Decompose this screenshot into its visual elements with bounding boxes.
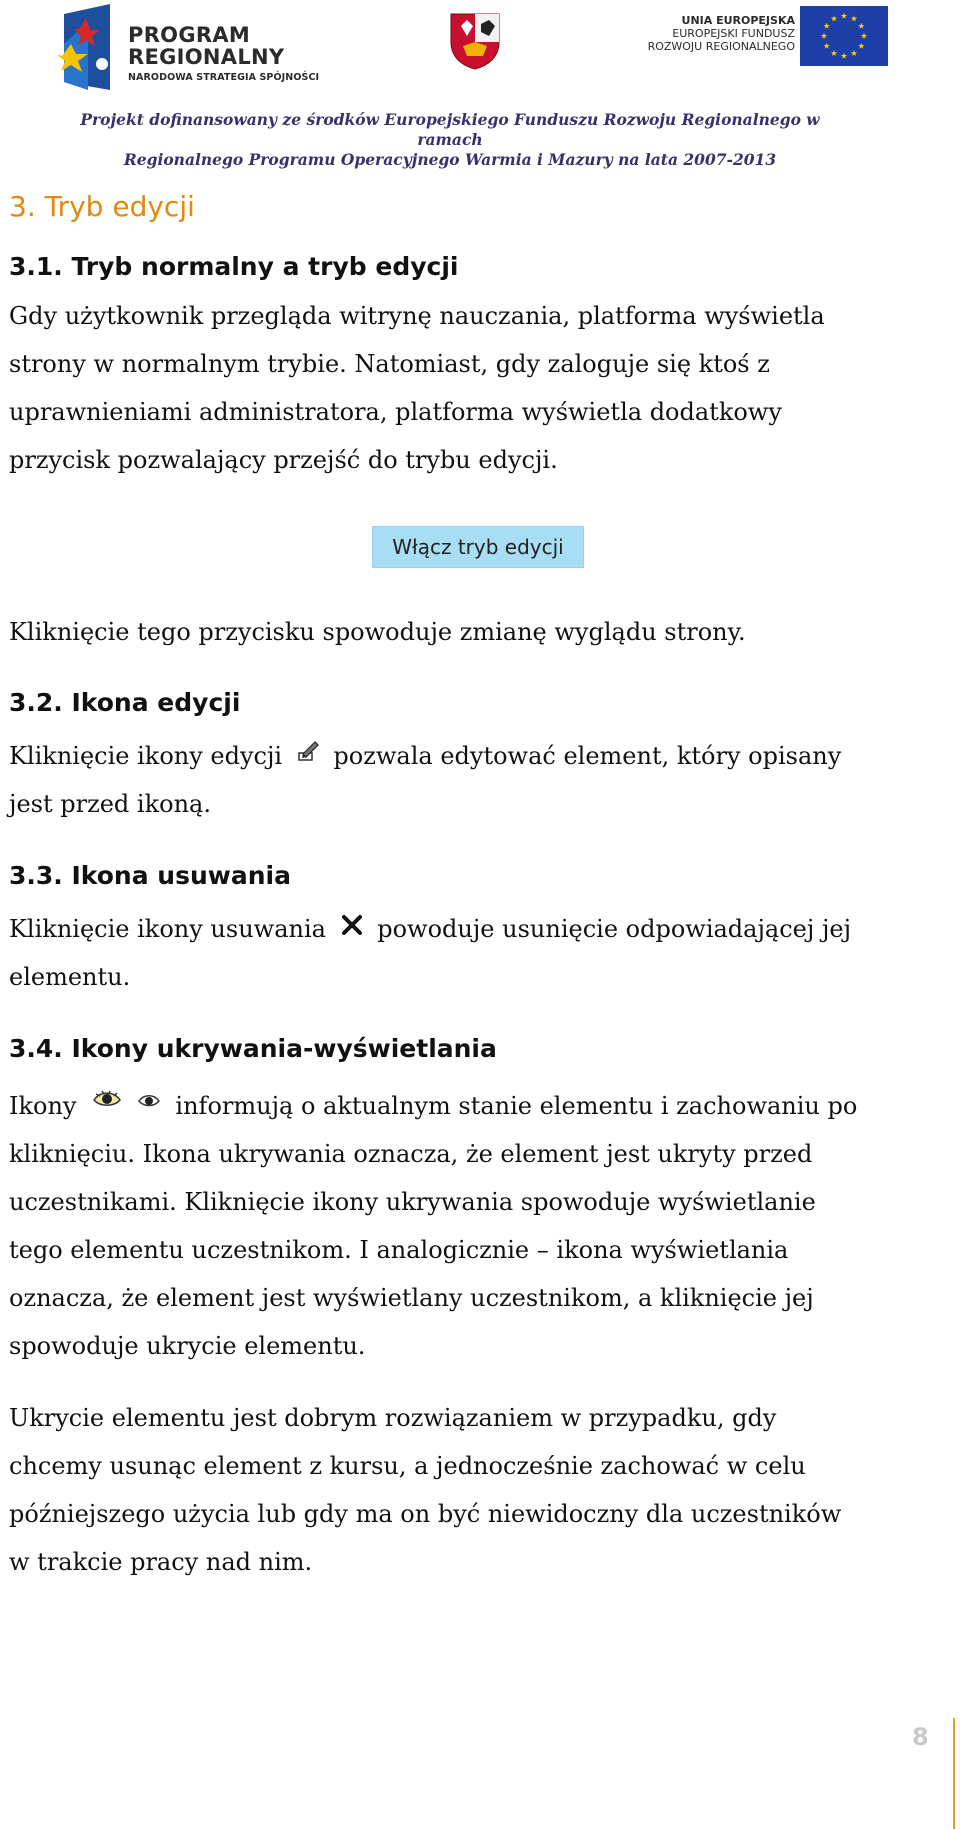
text-segment: pozwala edytować element, który opisany <box>333 742 842 770</box>
page-number: 8 <box>912 1723 929 1751</box>
eu-fund-label <box>645 14 795 53</box>
text-line: uczestnikami. Kliknięcie ikony ukrywania spowoduje wyświetlanie <box>9 1188 816 1216</box>
paragraph-3-4 <box>9 1082 929 1370</box>
text-segment: informują o aktualnym stanie elementu i zachowaniu po <box>175 1092 858 1120</box>
text-line: Gdy użytkownik przegląda witrynę nauczania, platforma wyświetla <box>9 302 825 330</box>
text-line: uprawnieniami administratora, platforma wyświetla dodatkowy <box>9 398 782 426</box>
logo-line-strategia: NARODOWA STRATEGIA SPÓJNOŚCI <box>128 72 320 83</box>
paragraph-3-4-hiding <box>9 1394 929 1586</box>
paragraph-3-1 <box>9 292 929 484</box>
text-line: tego elementu uczestnikom. I analogicznie – ikona wyświetlania <box>9 1236 789 1264</box>
show-eye-icon <box>138 1092 160 1110</box>
text-line: późniejszego użycia lub gdy ma on być niewidoczny dla uczestników <box>9 1500 842 1528</box>
text-segment: powoduje usunięcie odpowiadającej jej <box>377 915 852 943</box>
eu-line-fund: EUROPEJSKI FUNDUSZ <box>672 27 795 40</box>
edit-icon <box>296 738 322 764</box>
text-line: elementu. <box>9 963 131 991</box>
text-line: strony w normalnym trybie. Natomiast, gdy zaloguje się ktoś z <box>9 350 770 378</box>
logo-line-regionalny: REGIONALNY <box>128 45 285 69</box>
enable-edit-mode-button[interactable]: Włącz tryb edycji <box>372 526 584 568</box>
text-segment: Kliknięcie ikony usuwania <box>9 915 326 943</box>
logo-line-program: PROGRAM <box>128 23 251 47</box>
program-regionalny-logo <box>58 4 328 90</box>
eu-line-development: ROZWOJU REGIONALNEGO <box>647 40 795 53</box>
page-header <box>0 0 960 169</box>
text-line: Ukrycie elementu jest dobrym rozwiązaniem w przypadku, gdy <box>9 1404 777 1432</box>
eu-line-union: UNIA EUROPEJSKA <box>681 14 795 27</box>
section-title: 3. Tryb edycji <box>9 190 195 223</box>
project-funding-note <box>60 110 840 170</box>
warmia-mazury-coat-of-arms-icon <box>447 12 503 70</box>
project-note-line-1: Projekt dofinansowany ze środków Europejskiego Funduszu Rozwoju Regionalnego w ramach <box>80 110 820 149</box>
text-segment: Ikony <box>9 1092 77 1120</box>
text-line: przycisk pozwalający przejść do trybu edycji. <box>9 446 558 474</box>
page-number-rule <box>953 1718 955 1829</box>
paragraph-3-3 <box>9 905 929 1001</box>
text-line: oznacza, że element jest wyświetlany uczestnikom, a kliknięcie jej <box>9 1284 814 1312</box>
paragraph-button-effect: Kliknięcie tego przycisku spowoduje zmianę wyglądu strony. <box>9 618 746 646</box>
text-line: w trakcie pracy nad nim. <box>9 1548 313 1576</box>
text-line: jest przed ikoną. <box>9 790 211 818</box>
project-note-line-2: Regionalnego Programu Operacyjnego Warmia i Mazury na lata 2007-2013 <box>123 150 777 169</box>
text-line: kliknięciu. Ikona ukrywania oznacza, że element jest ukryty przed <box>9 1140 813 1168</box>
heading-3-1: 3.1. Tryb normalny a tryb edycji <box>9 252 459 281</box>
text-line: spowoduje ukrycie elementu. <box>9 1332 366 1360</box>
delete-icon <box>340 913 364 937</box>
program-regionalny-mark-icon <box>58 4 116 90</box>
paragraph-3-2 <box>9 732 929 828</box>
eu-flag-icon <box>800 6 888 66</box>
text-segment: Kliknięcie ikony edycji <box>9 742 283 770</box>
hide-eye-icon <box>92 1088 122 1110</box>
heading-3-2: 3.2. Ikona edycji <box>9 688 241 717</box>
heading-3-3: 3.3. Ikona usuwania <box>9 861 291 890</box>
text-line: chcemy usunąc element z kursu, a jednocześnie zachować w celu <box>9 1452 806 1480</box>
heading-3-4: 3.4. Ikony ukrywania-wyświetlania <box>9 1034 497 1063</box>
